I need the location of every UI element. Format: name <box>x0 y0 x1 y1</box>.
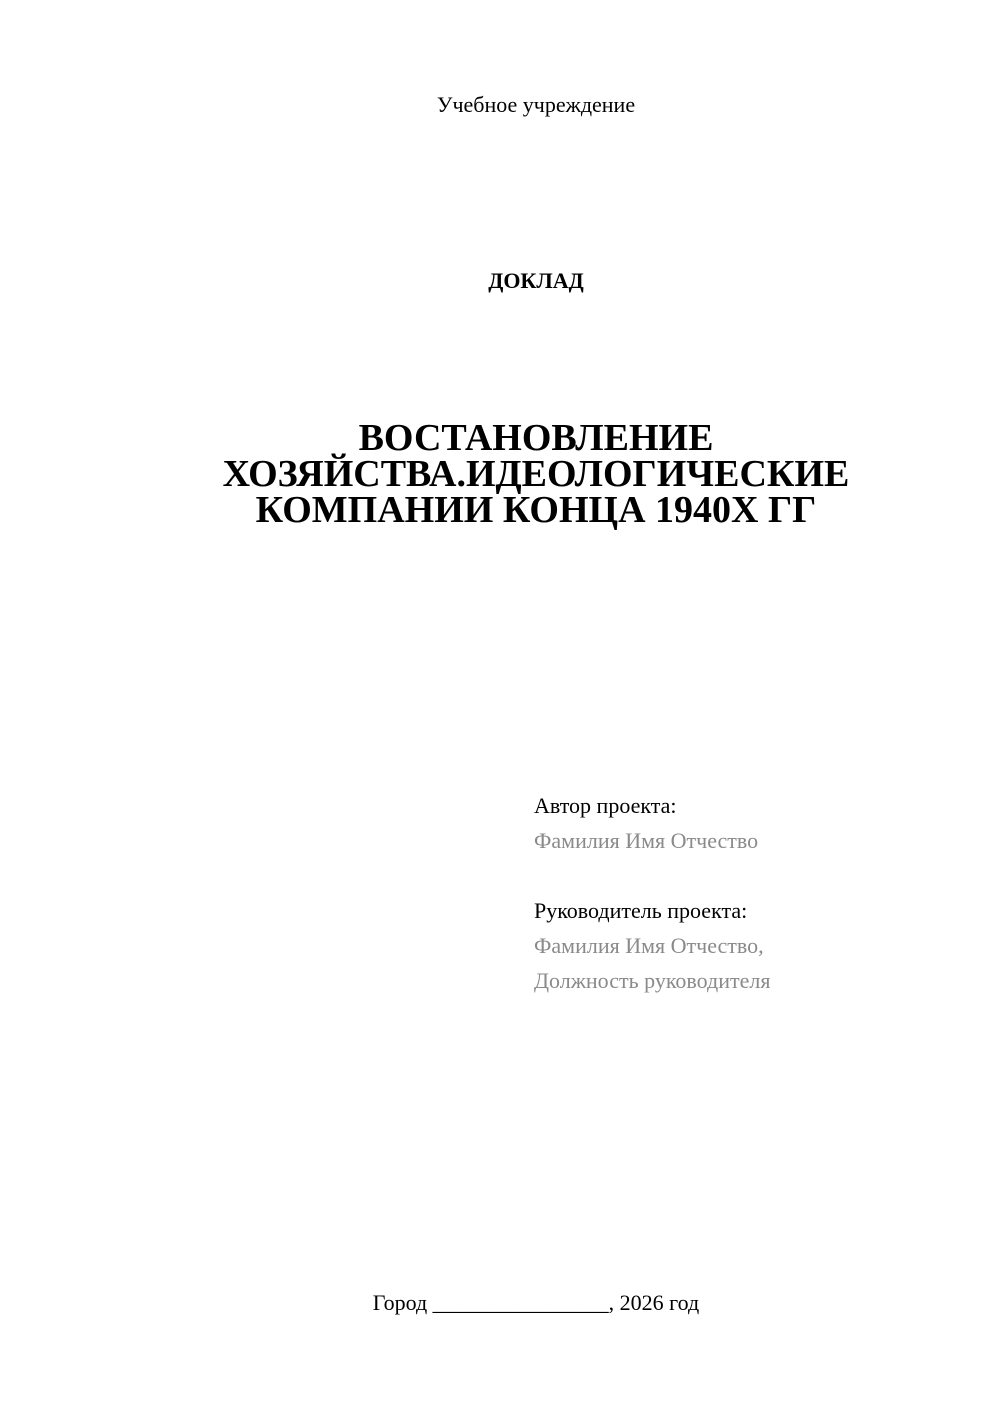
supervisor-block <box>534 893 974 998</box>
institution-name: Учебное учреждение <box>436 92 636 117</box>
city-year-footer: Город ________________, 2026 год <box>372 1290 700 1315</box>
title-line-1: ВОСТАНОВЛЕНИЕ <box>358 417 714 459</box>
author-name: Фамилия Имя Отчество <box>534 828 759 853</box>
supervisor-name: Фамилия Имя Отчество, <box>534 933 764 958</box>
author-block <box>534 788 974 858</box>
title-line-2: ХОЗЯЙСТВА.ИДЕОЛОГИЧЕСКИЕ <box>222 453 850 495</box>
document-type: ДОКЛАД <box>488 268 584 293</box>
title-line-3: КОМПАНИИ КОНЦА 1940Х ГГ <box>255 489 817 531</box>
supervisor-label: Руководитель проекта: <box>534 898 748 923</box>
supervisor-position: Должность руководителя <box>534 968 771 993</box>
document-title <box>200 417 872 531</box>
author-label: Автор проекта: <box>534 793 677 818</box>
